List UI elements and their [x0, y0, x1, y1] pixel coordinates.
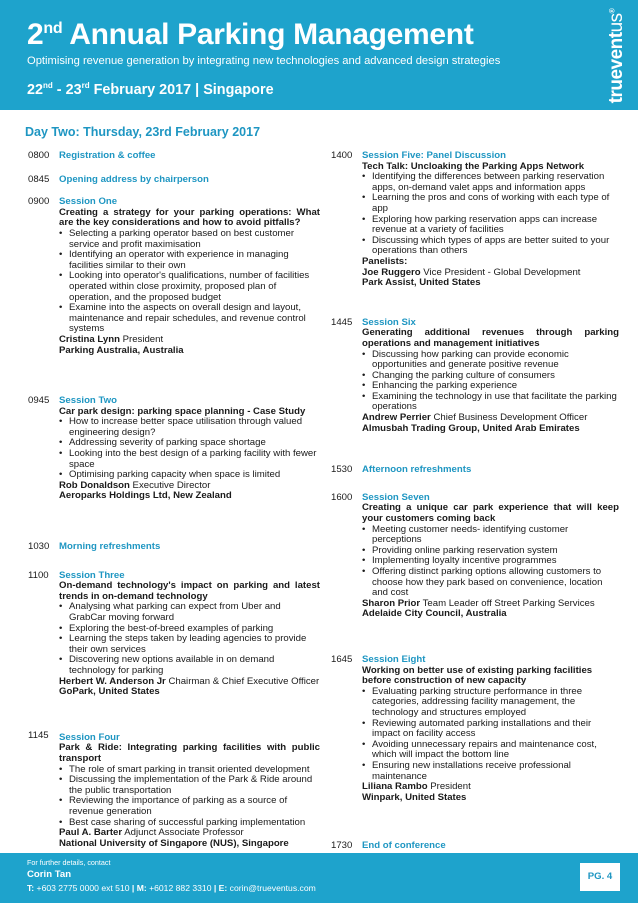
session-label: Session Two: [59, 395, 117, 407]
agenda-title: Registration & coffee: [59, 150, 156, 161]
speaker-name: Cristina Lynn: [59, 333, 120, 345]
agenda-time: 1145: [28, 729, 49, 741]
list-item: • Discovering new options available in on demand technology for parking: [59, 655, 320, 676]
panelists-label: Panelists:: [362, 255, 408, 267]
list-item: • Analysing what parking can expect from Uber and GrabCar moving forward: [59, 602, 320, 623]
list-item: • Examining the technology in use that facilitate the parking operations: [362, 392, 619, 413]
talk-title: Generating additional revenues through parking operations and management initiatives: [362, 327, 619, 349]
speaker-name: Sharon Prior: [362, 597, 421, 609]
list-item: • Changing the parking culture of consumers: [362, 371, 619, 382]
list-item: • Discussing the implementation of the Park & Ride around the public transportation: [59, 775, 320, 796]
bullet-list: [59, 229, 320, 335]
speaker-name: Herbert W. Anderson Jr: [59, 675, 166, 687]
list-item: • Identifying the differences between parking reservation apps, on-demand valet apps and information apps: [362, 172, 619, 193]
speaker-role: Team Leader off Street Parking Services: [420, 597, 595, 609]
talk-title: On-demand technology's impact on parking and latest trends in on-demand technology: [59, 580, 320, 602]
contact-name: Corin Tan: [27, 869, 72, 880]
event-title: 2nd Annual Parking Management: [27, 18, 474, 51]
bullet-list: [362, 525, 619, 599]
speaker-organisation: Parking Australia, Australia: [59, 344, 184, 356]
agenda-item-0800: [28, 151, 320, 162]
agenda-item-1030: [28, 542, 320, 553]
event-date-location: 22nd - 23rd February 2017 | Singapore: [27, 81, 274, 98]
bullet-list: [59, 417, 320, 481]
list-item: • Reviewing the importance of parking as a source of revenue generation: [59, 796, 320, 817]
agenda-left-column: [28, 151, 320, 903]
bullet-list: [362, 687, 619, 782]
speaker-role: Vice President - Global Development: [420, 266, 581, 278]
session-label: Session Four: [59, 731, 120, 743]
agenda-item-1730: [331, 841, 619, 852]
list-item: • Looking into the best design of a parking facility with fewer space: [59, 449, 320, 470]
speaker-role: Chairman & Chief Executive Officer: [165, 675, 320, 687]
agenda-item-1145: [28, 731, 320, 850]
agenda-item-1100: [28, 571, 320, 698]
day-title: Day Two: Thursday, 23rd February 2017: [25, 125, 261, 139]
talk-title: Park & Ride: Integrating parking facilities with public transport: [59, 742, 320, 764]
speaker-role: Executive Director: [129, 479, 211, 491]
speaker-organisation: Aeroparks Holdings Ltd, New Zealand: [59, 490, 232, 502]
agenda-title: Afternoon refreshments: [362, 464, 472, 476]
agenda-time: 0900: [28, 196, 50, 208]
agenda-time: 1400: [331, 150, 353, 161]
speaker: [59, 335, 320, 346]
agenda-title: Morning refreshments: [59, 541, 161, 553]
agenda-item-0845: [28, 175, 320, 186]
agenda-item-1600: [331, 493, 619, 620]
list-item: • Best case sharing of successful parking implementation: [59, 818, 320, 829]
list-item: • Implementing loyalty incentive programmes: [362, 556, 619, 567]
talk-title: Car park design: parking space planning - Case Study: [59, 405, 306, 417]
speaker-organisation: Adelaide City Council, Australia: [362, 608, 507, 620]
list-item: • Ensuring new installations receive professional maintenance: [362, 761, 619, 782]
talk-title: Tech Talk: Uncloaking the Parking Apps Network: [362, 160, 585, 172]
speaker-role: President: [119, 333, 164, 345]
agenda-time: 1600: [331, 491, 353, 503]
agenda-time: 1030: [28, 541, 50, 553]
list-item: • Evaluating parking structure performance in three categories, addressing facility management, the technology and structures employed: [362, 687, 619, 719]
list-item: • Discussing which types of apps are better suited to your operations than others: [362, 236, 619, 257]
speaker-name: Paul A. Barter: [59, 827, 123, 839]
talk-title: Working on better use of existing parking facilities before construction of new capacity: [362, 664, 593, 687]
bullet-list: [59, 602, 320, 676]
list-item: • Meeting customer needs- identifying customer perceptions: [362, 525, 619, 546]
contact-mobile: +6012 882 3310: [146, 883, 214, 893]
page-number: PG. 4: [580, 863, 620, 891]
list-item: • Looking into operator's qualifications, number of facilities operated within close proximity, proposed plan of operation, and the proposed budget: [59, 271, 320, 303]
list-item: • How to increase better space utilisation through valued engineering design?: [59, 417, 320, 438]
list-item: • Addressing severity of parking space shortage: [59, 438, 320, 449]
agenda-item-0945: [28, 396, 320, 502]
list-item: • Learning the pros and cons of working with each type of app: [362, 193, 619, 214]
speaker-role: Chief Business Development Officer: [430, 412, 588, 424]
bullet-list: [362, 172, 619, 257]
list-item: • Avoiding unnecessary repairs and maintenance cost, which will impact the bottom line: [362, 740, 619, 761]
list-item: • Discussing how parking can provide economic opportunities and generate positive revenue: [362, 350, 619, 371]
speaker-role: President: [427, 781, 471, 793]
agenda-time: 1100: [28, 569, 49, 581]
page-footer: [0, 853, 638, 903]
speaker-organisation: Winpark, United States: [362, 791, 467, 803]
list-item: • Exploring how parking reservation apps can increase revenue at a variety of facilities: [362, 215, 619, 236]
agenda-time: 1530: [331, 464, 353, 476]
session-label: Session Eight: [362, 653, 426, 665]
contact-label: For further details, contact: [27, 858, 111, 867]
speaker-name: Andrew Perrier: [362, 412, 431, 424]
speaker-organisation: GoPark, United States: [59, 686, 160, 698]
bullet-list: [59, 765, 320, 829]
session-label: Session Five: Panel Discussion: [362, 150, 506, 161]
agenda-item-0900: [28, 197, 320, 356]
list-item: • Examine into the aspects on overall design and layout, maintenance and repair schedules, and revenue control systems: [59, 303, 320, 335]
agenda-item-1645: [331, 655, 619, 803]
speaker-name: Rob Donaldson: [59, 479, 130, 491]
talk-title: Creating a strategy for your parking operations: What are the key considerations and how to avoid pitfalls?: [59, 206, 320, 229]
contact-email: corin@trueventus.com: [227, 883, 316, 893]
session-label: Session Seven: [362, 491, 430, 503]
talk-title: Creating a unique car park experience that will keep your customers coming back: [362, 502, 619, 525]
list-item: • Identifying an operator with experience in managing facilities similar to their own: [59, 250, 320, 271]
agenda-time: 0945: [28, 395, 50, 407]
agenda-time: 1645: [331, 653, 353, 665]
contact-details: T: +603 2775 0000 ext 510 | M: +6012 882 3310 | E: corin@trueventus.com: [27, 883, 316, 893]
list-item: • Reviewing automated parking installations and their impact on facility access: [362, 719, 619, 740]
speaker-name: Joe Ruggero: [362, 266, 421, 278]
agenda-time: 1730: [331, 840, 353, 852]
agenda-title: Opening address by chairperson: [59, 173, 209, 185]
list-item: • Optimising parking capacity when space is limited: [59, 470, 320, 481]
speaker-organisation: National University of Singapore (NUS), Singapore: [59, 837, 289, 849]
session-label: Session Six: [362, 316, 416, 328]
list-item: • Offering distinct parking options allowing customers to choose how they park based on convenience, location and cost: [362, 567, 619, 599]
session-label: Session Three: [59, 569, 125, 581]
speaker-role: Adjunct Associate Professor: [122, 827, 244, 839]
page-header: [0, 0, 638, 110]
agenda-time: 0800: [28, 150, 50, 161]
trueventus-logo: trueventus®: [606, 8, 627, 104]
agenda-item-1400: [331, 151, 619, 289]
bullet-list: [362, 350, 619, 414]
speaker-name: Liliana Rambo: [362, 781, 428, 793]
agenda-item-1445: [331, 318, 619, 435]
agenda-right-column: [331, 151, 619, 852]
agenda-time: 0845: [28, 173, 50, 185]
list-item: • Providing online parking reservation system: [362, 546, 619, 557]
agenda-time: 1445: [331, 316, 353, 328]
list-item: • Selecting a parking operator based on best customer service and profit maximisation: [59, 229, 320, 250]
agenda-item-1530: [331, 465, 619, 476]
list-item: • The role of smart parking in transit oriented development: [59, 765, 320, 776]
list-item: • Learning the steps taken by leading agencies to provide their own services: [59, 634, 320, 655]
list-item: • Exploring the best-of-breed examples of parking: [59, 624, 320, 635]
contact-phone: +603 2775 0000 ext 510: [34, 883, 132, 893]
agenda-title: End of conference: [362, 840, 446, 852]
event-subtitle: Optimising revenue generation by integrating new technologies and advanced design strategies: [27, 55, 501, 67]
session-label: Session One: [59, 196, 118, 208]
list-item: • Enhancing the parking experience: [362, 381, 619, 392]
speaker-organisation: Almusbah Trading Group, United Arab Emirates: [362, 422, 580, 434]
speaker-organisation: Park Assist, United States: [362, 277, 481, 289]
